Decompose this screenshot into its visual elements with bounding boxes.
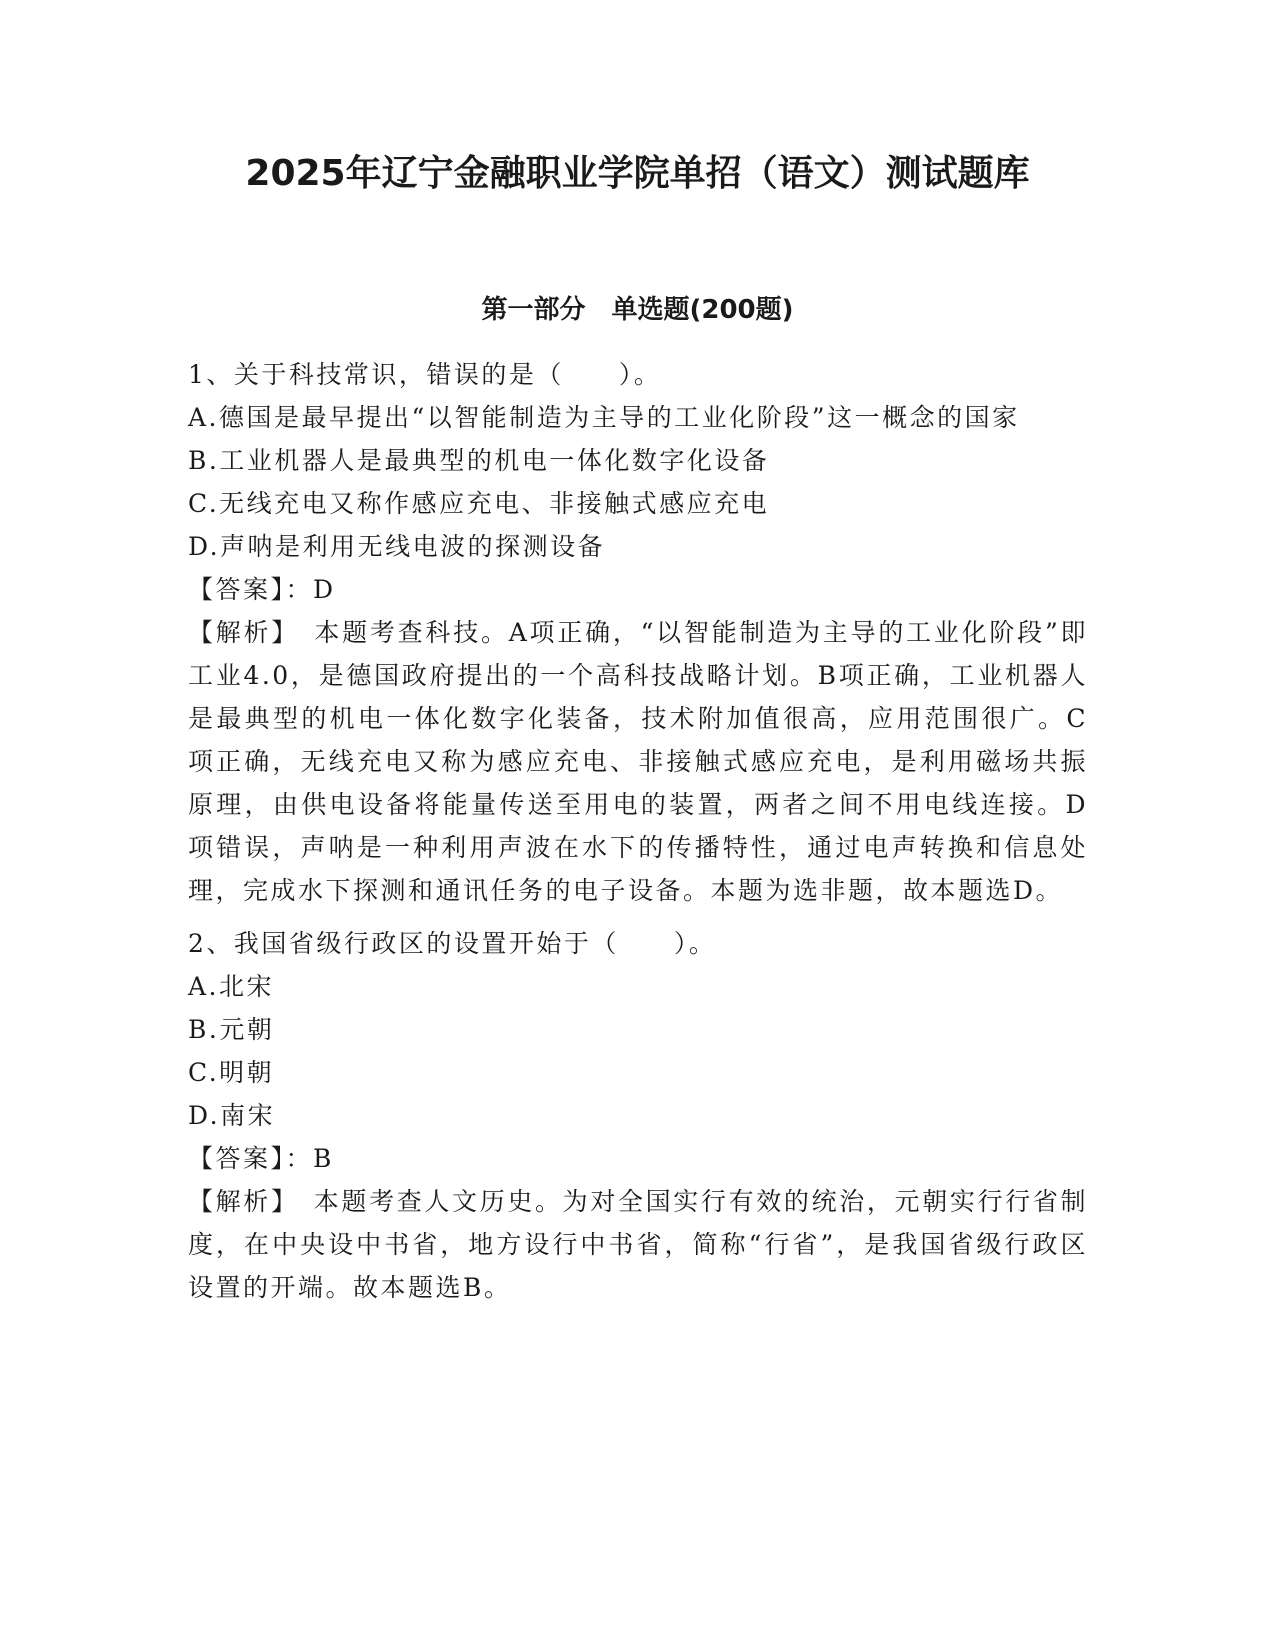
- option-d: D.声呐是利用无线电波的探测设备: [188, 532, 606, 561]
- option-d: D.南宋: [188, 1101, 276, 1130]
- question-block: [188, 922, 1088, 1309]
- question-list: [188, 353, 1088, 1319]
- answer-line: 【答案】：B: [188, 1144, 334, 1173]
- option-c: C.明朝: [188, 1058, 275, 1087]
- document-title: 2025年辽宁金融职业学院单招（语文）测试题库: [245, 153, 1030, 194]
- question-block: [188, 353, 1088, 912]
- option-b: B.工业机器人是最典型的机电一体化数字化设备: [188, 446, 770, 475]
- section-heading: 第一部分 单选题(200题): [481, 295, 794, 325]
- option-b: B.元朝: [188, 1015, 275, 1044]
- question-stem: 1、关于科技常识，错误的是（ ）。: [188, 360, 662, 389]
- answer-line: 【答案】：D: [188, 575, 336, 604]
- explanation-paragraph: 【解析】 本题考查科技。A项正确，“以智能制造为主导的工业化阶段”即工业4.0，是德国政府提出的一个高科技战略计划。B项正确，工业机器人是最典型的机电一体化数字化装备，技术附加值很高，应用范围很广。C项正确，无线充电又称为感应充电、非接触式感应充电，是利用磁场共振原理，由供电设备将能量传送至用电的装置，两者之间不用电线连接。D项错误，声呐是一种利用声波在水下的传播特性，通过电声转换和信息处理，完成水下探测和通讯任务的电子设备。本题为选非题，故本题选D。: [188, 618, 1088, 905]
- explanation-paragraph: 【解析】 本题考查人文历史。为对全国实行有效的统治，元朝实行行省制度，在中央设中书省，地方设行中书省，简称“行省”，是我国省级行政区设置的开端。故本题选B。: [188, 1187, 1088, 1302]
- option-c: C.无线充电又称作感应充电、非接触式感应充电: [188, 489, 770, 518]
- question-stem: 2、我国省级行政区的设置开始于（ ）。: [188, 929, 717, 958]
- option-a: A.北宋: [188, 972, 275, 1001]
- option-a: A.德国是最早提出“以智能制造为主导的工业化阶段”这一概念的国家: [188, 403, 1020, 432]
